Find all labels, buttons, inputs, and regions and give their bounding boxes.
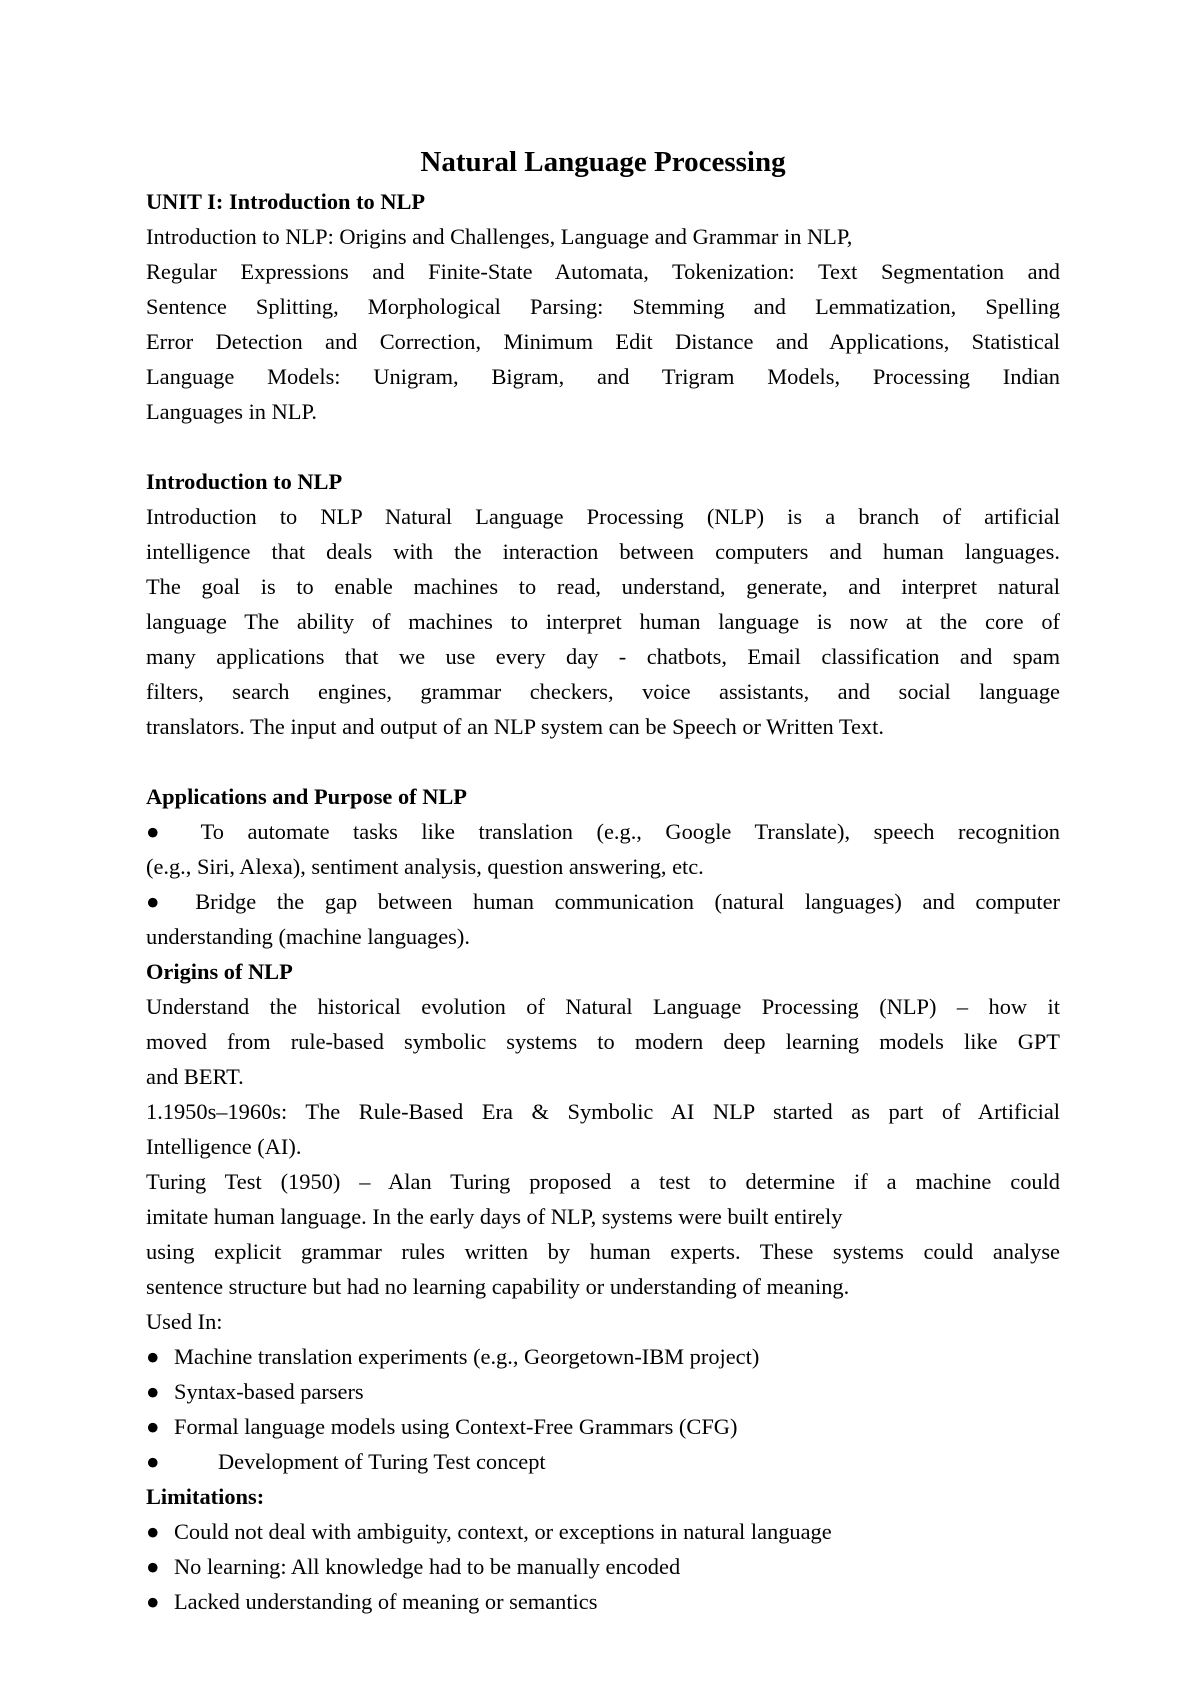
unit-summary-line: Error Detection and Correction, Minimum Edit Distance and Applications, Statistical xyxy=(146,329,1060,354)
bullet-icon: ● xyxy=(146,889,175,914)
bullet-icon: ● xyxy=(146,1414,160,1439)
unit-summary-line: Language Models: Unigram, Bigram, and Trigram Models, Processing Indian xyxy=(146,364,1060,389)
bullet-icon: ● xyxy=(146,1449,160,1474)
unit-summary-line: Sentence Splitting, Morphological Parsing: Stemming and Lemmatization, Spelling xyxy=(146,294,1060,319)
unit-summary-line: Regular Expressions and Finite-State Automata, Tokenization: Text Segmentation and xyxy=(146,259,1060,284)
list-item: ● Lacked understanding of meaning or semantics xyxy=(146,1584,1060,1619)
origins-line: sentence structure but had no learning capability or understanding of meaning. xyxy=(146,1274,850,1299)
list-item: ● Machine translation experiments (e.g., Georgetown-IBM project) xyxy=(146,1339,1060,1374)
list-item: ● Could not deal with ambiguity, context, or exceptions in natural language xyxy=(146,1514,1060,1549)
intro-line: The goal is to enable machines to read, understand, generate, and interpret natural xyxy=(146,574,1060,599)
list-item: ● Development of Turing Test concept xyxy=(146,1444,1060,1479)
list-item: ● Formal language models using Context-Free Grammars (CFG) xyxy=(146,1409,1060,1444)
origins-line: Intelligence (AI). xyxy=(146,1134,302,1159)
intro-line: intelligence that deals with the interaction between computers and human languages. xyxy=(146,539,1060,564)
bullet-icon: ● xyxy=(146,1589,160,1614)
intro-line: filters, search engines, grammar checkers, voice assistants, and social language xyxy=(146,679,1060,704)
limitations-heading: Limitations: xyxy=(146,1484,265,1509)
bullet-icon: ● xyxy=(146,1379,160,1404)
used-in-list xyxy=(146,1339,1060,1479)
intro-line: many applications that we use every day - chatbots, Email classification and spam xyxy=(146,644,1060,669)
bullet-icon: ● xyxy=(146,1554,160,1579)
list-item: ● Syntax-based parsers xyxy=(146,1374,1060,1409)
intro-heading: Introduction to NLP xyxy=(146,469,343,494)
limitations-list xyxy=(146,1514,1060,1619)
intro-line: Introduction to NLP Natural Language Processing (NLP) is a branch of artificial xyxy=(146,504,1060,529)
page-title: Natural Language Processing xyxy=(420,146,786,178)
intro-paragraph xyxy=(146,499,1060,744)
intro-line: translators. The input and output of an NLP system can be Speech or Written Text. xyxy=(146,714,884,739)
unit-heading: UNIT I: Introduction to NLP xyxy=(146,189,426,214)
applications-line: understanding (machine languages). xyxy=(146,924,470,949)
origins-paragraph xyxy=(146,989,1060,1339)
applications-heading: Applications and Purpose of NLP xyxy=(146,784,467,809)
document-content xyxy=(146,142,1060,1619)
origins-line: imitate human language. In the early days of NLP, systems were built entirely xyxy=(146,1204,843,1229)
applications-line: ● To automate tasks like translation (e.g., Google Translate), speech recognition xyxy=(146,819,1061,844)
origins-line: and BERT. xyxy=(146,1064,244,1089)
origins-line: moved from rule-based symbolic systems to modern deep learning models like GPT xyxy=(146,1029,1060,1054)
bullet-icon: ● xyxy=(146,1519,160,1544)
bullet-icon: ● xyxy=(146,1344,160,1369)
applications-line: ● Bridge the gap between human communication (natural languages) and computer xyxy=(146,889,1060,914)
origins-heading: Origins of NLP xyxy=(146,959,293,984)
origins-line: 1.1950s–1960s: The Rule-Based Era & Symbolic AI NLP started as part of Artificial xyxy=(146,1099,1060,1124)
list-item: ● No learning: All knowledge had to be manually encoded xyxy=(146,1549,1060,1584)
applications-list xyxy=(146,814,1060,954)
origins-line: using explicit grammar rules written by human experts. These systems could analyse xyxy=(146,1239,1060,1264)
paragraph-gap xyxy=(146,744,1060,779)
unit-summary xyxy=(146,219,1060,429)
paragraph-gap xyxy=(146,429,1060,464)
origins-line: Understand the historical evolution of Natural Language Processing (NLP) – how it xyxy=(146,994,1060,1019)
used-in-label: Used In: xyxy=(146,1309,223,1334)
intro-line: language The ability of machines to interpret human language is now at the core of xyxy=(146,609,1060,634)
origins-line: Turing Test (1950) – Alan Turing proposed a test to determine if a machine could xyxy=(146,1169,1060,1194)
applications-line: (e.g., Siri, Alexa), sentiment analysis, question answering, etc. xyxy=(146,854,704,879)
bullet-icon: ● xyxy=(146,819,178,844)
unit-summary-line: Introduction to NLP: Origins and Challenges, Language and Grammar in NLP, xyxy=(146,224,853,249)
unit-summary-line: Languages in NLP. xyxy=(146,399,318,424)
